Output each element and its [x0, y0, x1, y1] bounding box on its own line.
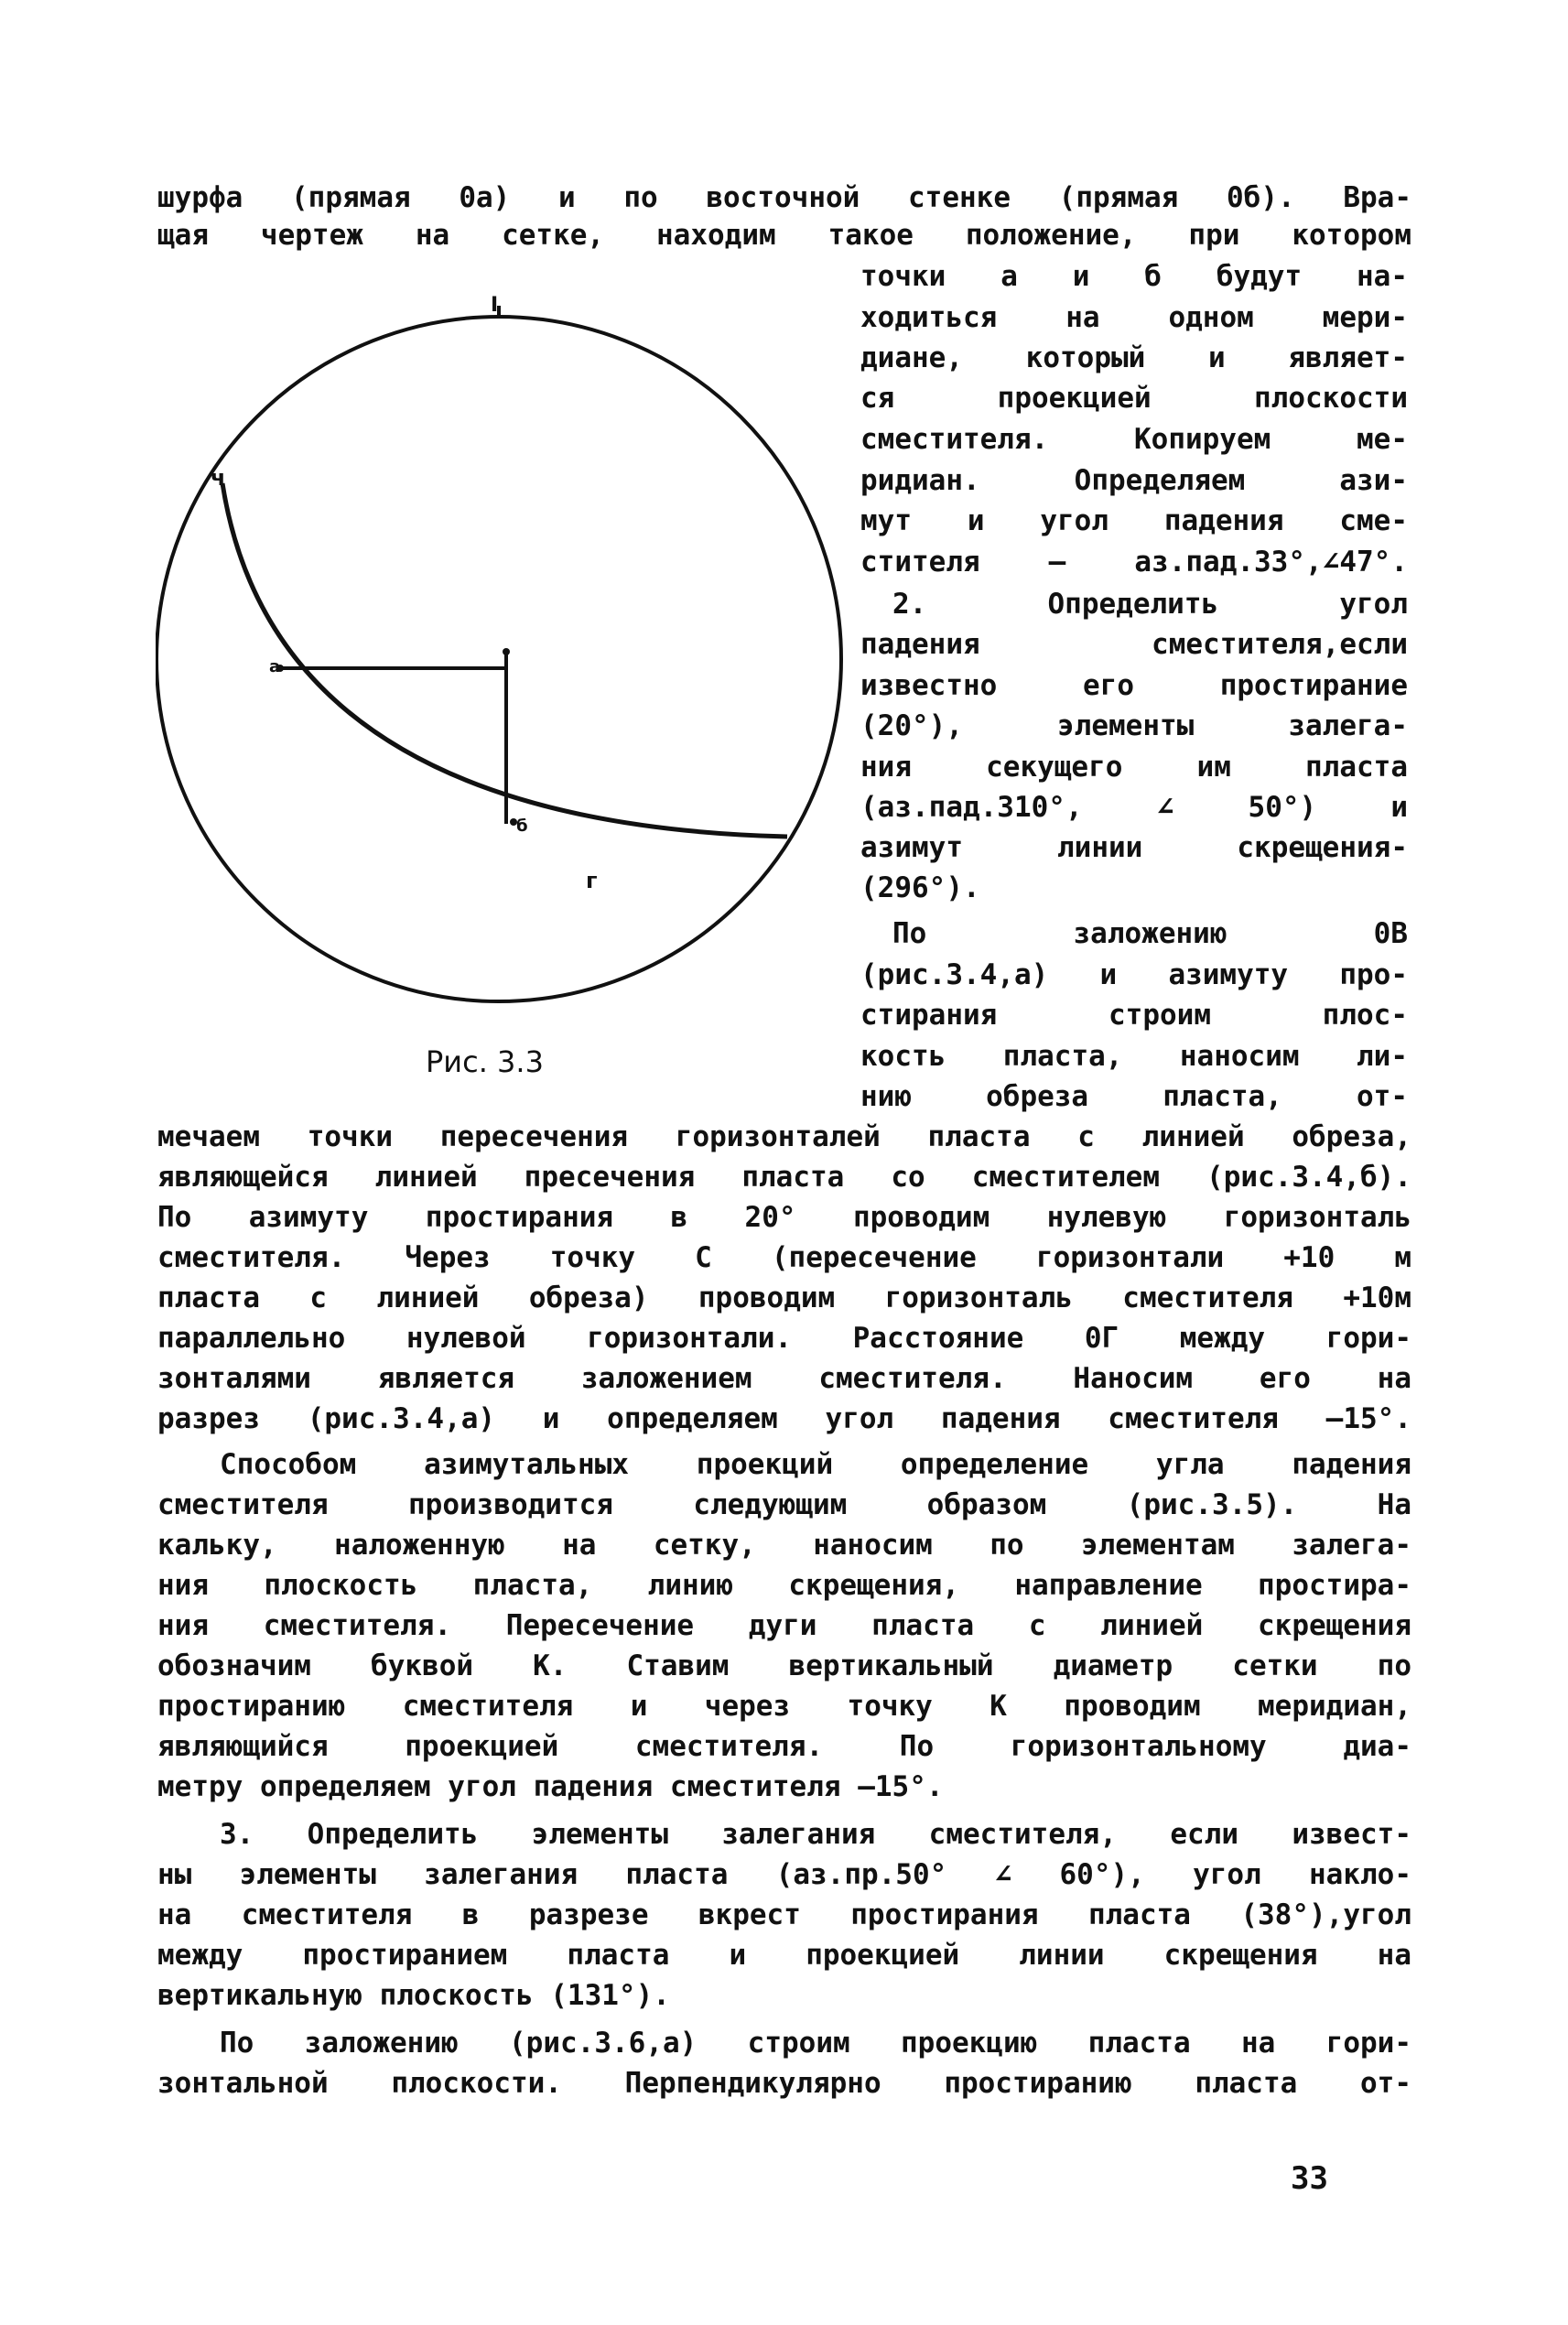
text-line: стирания строим плос-	[860, 999, 1408, 1032]
text-line: зонталями является заложением сместителя. Наносим его на	[157, 1362, 1411, 1395]
text-line: По заложению (рис.3.6,а) строим проекцию пласта на гори-	[220, 2027, 1411, 2060]
text-line: обозначим буквой К. Ставим вертикальный диаметр сетки по	[157, 1649, 1411, 1682]
label-left-arc: ч	[211, 465, 226, 491]
text-line: ния сместителя. Пересечение дуги пласта с линией скрещения	[157, 1609, 1411, 1642]
text-line: сместителя. Копируем ме-	[860, 423, 1408, 456]
text-line: (296°).	[860, 871, 980, 904]
text-line: шурфа (прямая 0а) и по восточной стенке (прямая 0б). Вра-	[157, 181, 1411, 214]
text-line: мечаем точки пересечения горизонталей пласта с линией обреза,	[157, 1120, 1411, 1153]
text-line: являющийся проекцией сместителя. По горизонтальному диа-	[157, 1730, 1411, 1763]
text-line: падения сместителя,если	[860, 628, 1408, 661]
text-line: параллельно нулевой горизонтали. Расстояние 0Г между гори-	[157, 1322, 1411, 1355]
label-north: I	[491, 294, 499, 317]
text-line: 2. Определить угол	[892, 588, 1408, 621]
text-line: между простиранием пласта и проекцией линии скрещения на	[157, 1939, 1411, 1972]
text-line: являющейся линией пресечения пласта со сместителем (рис.3.4,б).	[157, 1161, 1411, 1194]
text-line: ния секущего им пласта	[860, 751, 1408, 784]
text-line: сместителя. Через точку С (пересечение горизонтали +10 м	[157, 1241, 1411, 1274]
text-line: известно его простирание	[860, 669, 1408, 702]
text-line: ридиан. Определяем ази-	[860, 464, 1408, 497]
text-line: (20°), элементы залега-	[860, 709, 1408, 742]
text-line: Способом азимутальных проекций определение угла падения	[220, 1448, 1411, 1481]
text-line: ния плоскость пласта, линию скрещения, направление простира-	[157, 1569, 1411, 1602]
text-line: разрез (рис.3.4,а) и определяем угол падения сместителя –15°.	[157, 1402, 1411, 1435]
text-line: ходиться на одном мери-	[860, 301, 1408, 334]
text-line: метру определяем угол падения сместителя –15°.	[157, 1770, 944, 1803]
text-line: По заложению 0В	[892, 917, 1408, 950]
text-line: кальку, наложенную на сетку, наносим по элементам залега-	[157, 1529, 1411, 1562]
text-line: азимут линии скрещения-	[860, 831, 1408, 864]
figure-stereonet	[156, 293, 851, 1044]
text-line: ся проекцией плоскости	[860, 382, 1408, 415]
text-line: диане, который и являет-	[860, 341, 1408, 374]
net-circle	[157, 317, 841, 1001]
label-point-b: б	[516, 816, 528, 836]
page-number: 33	[1291, 2160, 1328, 2197]
text-line: По азимуту простирания в 20° проводим нулевую горизонталь	[157, 1201, 1411, 1234]
text-line: вертикальную плоскость (131°).	[157, 1979, 670, 2012]
text-line: (аз.пад.310°, ∠ 50°) и	[860, 791, 1408, 824]
text-line: точки а и б будут на-	[860, 260, 1408, 293]
text-line: на сместителя в разрезе вкрест простирания пласта (38°),угол	[157, 1898, 1411, 1931]
text-line: кость пласта, наносим ли-	[860, 1040, 1408, 1073]
figure-caption: Рис. 3.3	[426, 1044, 544, 1079]
text-line: ны элементы залегания пласта (аз.пр.50° ∠ 60°), угол накло-	[157, 1858, 1411, 1891]
center-point	[503, 648, 510, 655]
label-point-a: а	[269, 657, 281, 676]
text-line: сместителя производится следующим образом (рис.3.5). На	[157, 1488, 1411, 1521]
text-line: зонтальной плоскости. Перпендикулярно простиранию пласта от-	[157, 2067, 1411, 2100]
text-line: пласта с линией обреза) проводим горизонталь сместителя +10м	[157, 1281, 1411, 1314]
text-line: 3. Определить элементы залегания сместителя, если извест-	[220, 1818, 1411, 1851]
text-line: простиранию сместителя и через точку К проводим меридиан,	[157, 1690, 1411, 1723]
text-line: нию обреза пласта, от-	[860, 1080, 1408, 1113]
text-line: щая чертеж на сетке, находим такое положение, при котором	[157, 219, 1411, 252]
label-bottom: г	[586, 868, 598, 893]
text-line: мут и угол падения сме-	[860, 504, 1408, 537]
text-line: (рис.3.4,а) и азимуту про-	[860, 958, 1408, 991]
text-line: стителя – аз.пад.33°,∠47°.	[860, 546, 1408, 579]
